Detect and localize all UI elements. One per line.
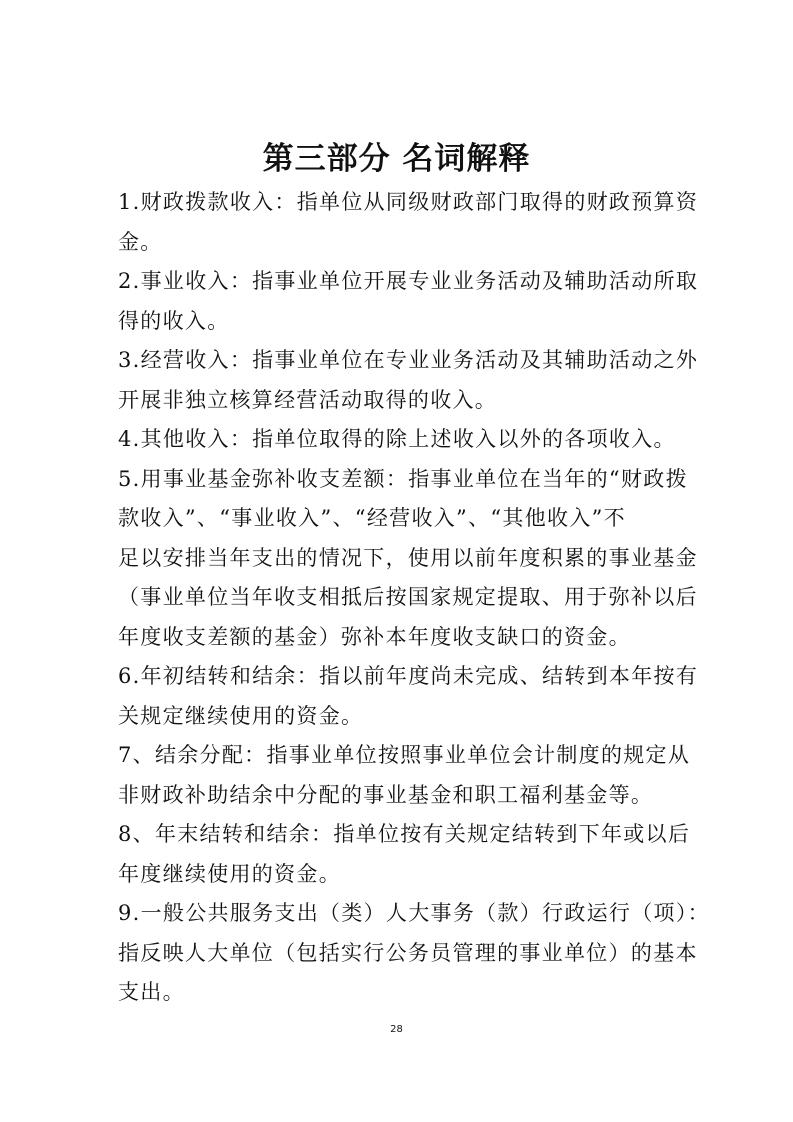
text-line: 7、结余分配：指事业单位按照事业单位会计制度的规定从	[118, 743, 691, 767]
text-line: 4.其他收入：指单位取得的除上述收入以外的各项收入。	[118, 427, 676, 451]
text-line: 年度收支差额的基金）弥补本年度收支缺口的资金。	[118, 624, 631, 649]
text-line: 6.年初结转和结余：指以前年度尚未完成、结转到本年按有	[118, 664, 699, 688]
glossary-body	[118, 183, 710, 1013]
text-line: 款收入”、“事业收入”、“经营收入”、“其他收入”不	[118, 506, 626, 530]
text-line: 8、年末结转和结余：指单位按有关规定结转到下年或以后	[118, 822, 691, 846]
page-number: 28	[390, 1024, 403, 1035]
text-line: 1.财政拨款收入：指单位从同级财政部门取得的财政预算资	[118, 190, 699, 214]
text-line: （事业单位当年收支相抵后按国家规定提取、用于弥补以后	[118, 585, 698, 609]
text-line: 非财政补助结余中分配的事业基金和职工福利基金等。	[118, 782, 654, 807]
text-line: 5.用事业基金弥补收支差额：指事业单位在当年的“财政拨	[118, 466, 688, 491]
page-title: 第三部分 名词解释	[262, 141, 531, 177]
text-line: 2.事业收入：指事业单位开展专业业务活动及辅助活动所取	[118, 269, 699, 293]
text-line: 年度继续使用的资金。	[118, 861, 341, 886]
text-line: 指反映人大单位（包括实行公务员管理的事业单位）的基本	[118, 940, 698, 965]
text-line: 9.一般公共服务支出（类）人大事务（款）行政运行（项）：	[118, 901, 710, 925]
text-line: 3.经营收入：指事业单位在专业业务活动及其辅助活动之外	[118, 348, 699, 372]
text-line: 开展非独立核算经营活动取得的收入。	[118, 387, 498, 412]
text-line: 支出。	[118, 980, 185, 1004]
text-line: 足以安排当年支出的情况下，使用以前年度积累的事业基金	[118, 545, 698, 570]
text-line: 得的收入。	[118, 308, 230, 333]
text-line: 关规定继续使用的资金。	[118, 703, 364, 728]
text-line: 金。	[118, 229, 163, 254]
